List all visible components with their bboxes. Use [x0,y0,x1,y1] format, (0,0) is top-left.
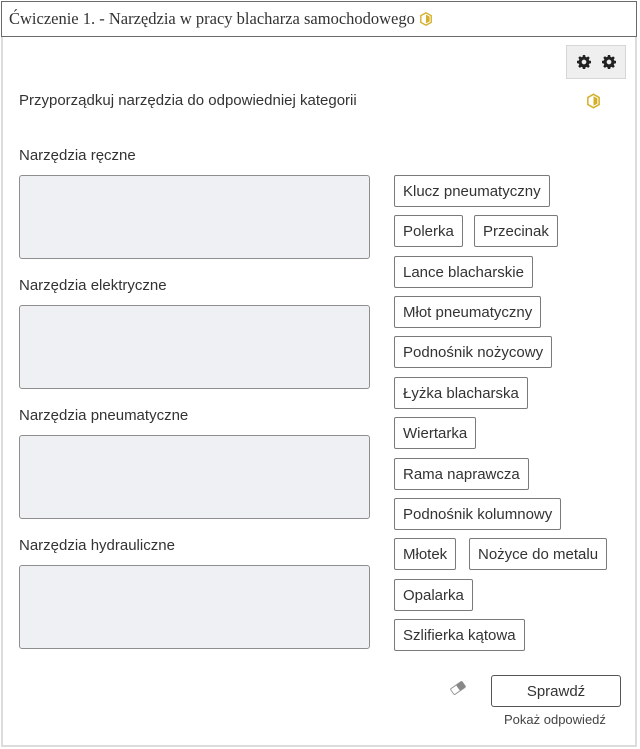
category-label-hydraulic-tools: Narzędzia hydrauliczne [19,537,175,554]
tool-chip[interactable]: Rama naprawcza [394,458,529,490]
tool-chip[interactable]: Nożyce do metalu [469,538,607,570]
tool-chip[interactable]: Młotek [394,538,456,570]
tool-chip[interactable]: Polerka [394,215,463,247]
dropzone-hydraulic-tools[interactable] [19,565,370,649]
tool-chip[interactable]: Młot pneumatyczny [394,296,541,328]
tool-chip[interactable]: Łyżka blacharska [394,377,528,409]
category-label-hand-tools: Narzędzia ręczne [19,147,136,164]
dropzone-pneumatic-tools[interactable] [19,435,370,519]
exercise-title: Ćwiczenie 1. - Narzędzia w pracy blacharza samochodowego [9,9,415,28]
settings-toolbar [566,45,626,79]
eraser-icon[interactable] [449,681,467,695]
tool-chip[interactable]: Przecinak [474,215,558,247]
tool-chip[interactable]: Podnośnik kolumnowy [394,498,561,530]
tool-chip[interactable]: Szlifierka kątowa [394,619,525,651]
category-label-electric-tools: Narzędzia elektryczne [19,277,167,294]
hexagon-half-icon [587,93,600,109]
dropzone-electric-tools[interactable] [19,305,370,389]
check-button[interactable]: Sprawdź [491,675,621,707]
gear-icon[interactable] [577,55,591,69]
tool-chip[interactable]: Wiertarka [394,417,476,449]
tool-chip[interactable]: Klucz pneumatyczny [394,175,550,207]
exercise-title-bar [1,1,637,37]
tool-chip[interactable]: Podnośnik nożycowy [394,336,552,368]
hexagon-half-icon [420,12,432,26]
category-label-pneumatic-tools: Narzędzia pneumatyczne [19,407,189,424]
tool-chip[interactable]: Opalarka [394,579,473,611]
instruction-text: Przyporządkuj narzędzia do odpowiedniej kategorii [19,92,357,109]
gear-icon[interactable] [602,55,616,69]
tool-chip[interactable]: Lance blacharskie [394,256,533,288]
dropzone-hand-tools[interactable] [19,175,370,259]
show-answer-link[interactable]: Pokaż odpowiedź [504,712,606,727]
